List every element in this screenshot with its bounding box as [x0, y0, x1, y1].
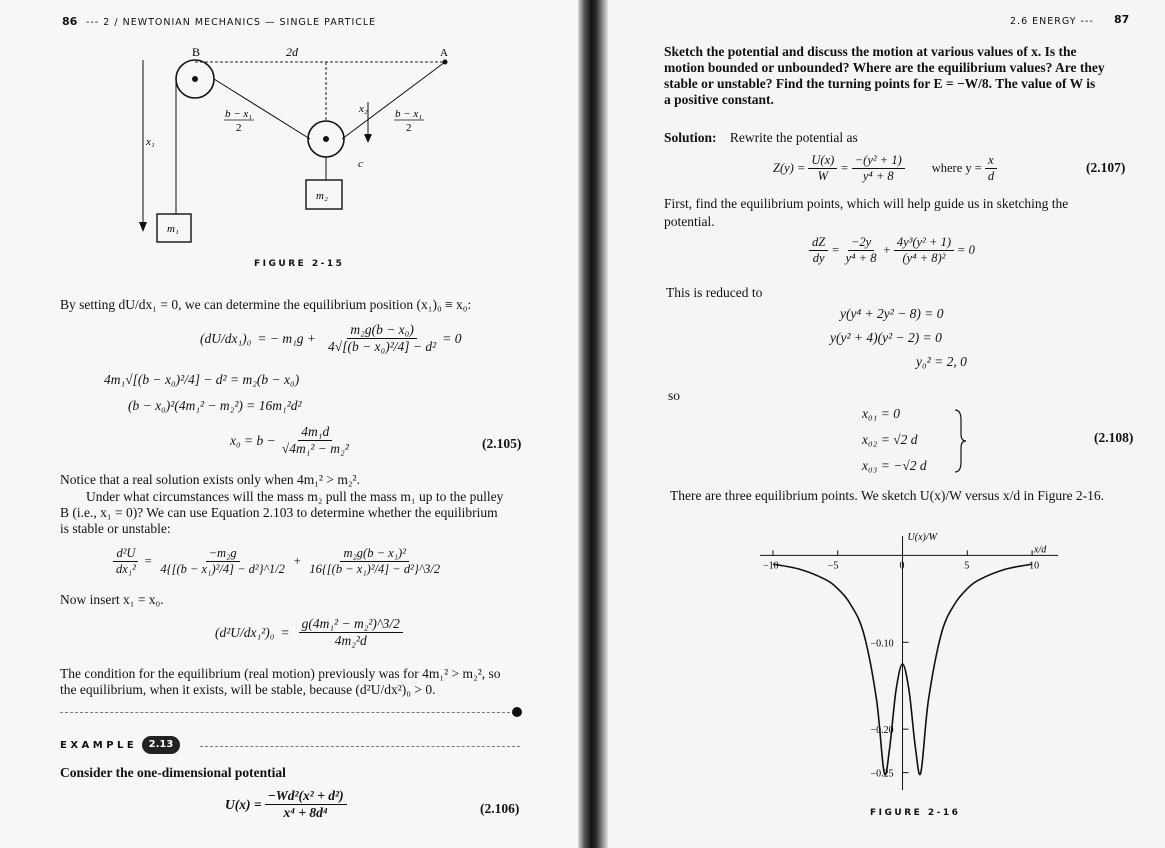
equation-2-107: Z(y) = $\frac{U(x)}{W}$ = $\frac{\text{−(y² + 1)}}{\text{y⁴ + 8}}$ where y = $\frac{x}{d}$: [773, 153, 1000, 184]
eq-a-num: m₂g(b − x₀): [347, 322, 416, 339]
label-m1: m₁: [167, 223, 179, 235]
eq2-frac1: [809, 235, 828, 266]
equation-dz: $\frac{dZ}{dy}$ = $\frac{-2y}{\text{y⁴ + 8}}$ + $\frac{\text{4y³(y² + 1)}}{\text{(y⁴ + 8)²}}$ = 0: [806, 235, 975, 266]
example-number-badge: 2.13: [142, 736, 180, 754]
eq-e-lhs-den: dx₁²: [116, 562, 136, 576]
x1-arrowhead: [139, 222, 147, 232]
para2-line2: B (i.e., x₁ = 0)? We can use Equation 2.103 to determine whether the equilibrium: [60, 505, 498, 520]
solution-label: Solution:: [664, 130, 717, 145]
problem-line1: Sketch the potential and discuss the motion at various values of x. Is the: [664, 44, 1077, 59]
eq2-f3-num: 4y³(y² + 1): [894, 235, 954, 251]
pulley-c-axle: [323, 136, 329, 142]
eq-a-fraction: [325, 322, 439, 355]
condition-line2: the equilibrium, when it exists, will be stable, because (d²U/dx²)₀ > 0.: [60, 682, 436, 697]
label-x2: x₂: [359, 103, 368, 115]
eq1-where: where y =: [931, 161, 982, 175]
eq-e-lhs-num: d²U: [113, 546, 138, 562]
eq-e-t2-num: m₂g(b − x₁)²: [340, 546, 409, 562]
eq-a-left: (dU/dx₁)₀: [200, 330, 252, 346]
eq2-frac2: [843, 235, 880, 266]
book-gutter: [578, 0, 608, 848]
eq-number-2-105: (2.105): [482, 436, 522, 451]
example-rule: [200, 746, 520, 747]
eq1-frac1: [808, 153, 837, 184]
eq2-f2-den: y⁴ + 8: [845, 251, 877, 265]
chart-axes-group: [760, 536, 1058, 790]
page-number: 86: [62, 15, 78, 28]
figure-caption: FIGURE 2-16: [870, 808, 961, 818]
solution-line: [664, 130, 858, 146]
eq-d-den: √4m₁² − m₂²: [281, 441, 349, 456]
equation-d: [230, 424, 355, 457]
y-tick-label: −0.25: [870, 768, 894, 780]
equation-e: $\frac{\text{d²U}}{\text{dx₁²}}$ = $\frac{\text{−m₂g}}{\text{4\{[(b − x₁)²/4] − d²\}\textasciicircum{}1/2}}$ + $\frac{\text{m₂g(b − x₁)²}}{\text{16\{[(b − x₁)²/4] − d²\}\textasciicircum{}3/2}}$: [110, 546, 446, 577]
x-tick-label: 0: [899, 560, 905, 572]
eq-g-fraction: [265, 788, 347, 821]
eq-f-fraction: [299, 616, 403, 649]
label-b-x1-left: b − x₁: [225, 108, 253, 120]
eq2-end: = 0: [957, 243, 975, 257]
eq-e-term2: [306, 546, 443, 577]
equation-x02: x₀₂ = √2 d: [862, 432, 918, 447]
eq1-f1-num: U(x): [808, 153, 837, 169]
y-tick-label: −0.20: [870, 725, 894, 737]
y-axis-label: U(x)/W: [907, 532, 937, 543]
eq-g-den: x⁴ + 8d⁴: [283, 805, 328, 820]
eq-f-left: (d²U/dx₁²)₀: [215, 624, 275, 640]
equation-g: [225, 788, 350, 821]
eq1-left: Z(y) =: [773, 161, 806, 175]
x-tick-label: −10: [762, 560, 779, 572]
label-half-right: 2: [406, 122, 412, 134]
eq-number-2-106: (2.106): [480, 801, 520, 816]
eq-a-den: 4√[(b − x₀)²/4] − d²: [328, 339, 437, 354]
equation-x03: x₀₃ = −√2 d: [862, 458, 927, 473]
problem-line4: a positive constant.: [664, 92, 774, 107]
eq-d-fraction: [279, 424, 352, 457]
eq-number-2-108: (2.108): [1094, 430, 1134, 445]
first-line2: potential.: [664, 214, 715, 229]
example-label: EXAMPLE: [60, 740, 138, 751]
eq1-frac3: [985, 153, 997, 184]
solution-text: Rewrite the potential as: [729, 130, 858, 145]
eq-e-t2-den: 16{[(b − x₁)²/4] − d²}^3/2: [309, 562, 441, 576]
equation-x01: x₀₁ = 0: [862, 406, 900, 421]
eq-g-num: −Wd²(x² + d²): [265, 788, 347, 805]
x-tick-label: −5: [827, 560, 839, 572]
label-c: c: [358, 158, 363, 170]
label-b: B: [192, 45, 201, 59]
label-2d: 2d: [286, 45, 298, 59]
eq-g-left: U(x) =: [225, 796, 262, 812]
label-half-left: 2: [236, 122, 242, 134]
so-text: so: [668, 388, 681, 403]
running-head: 2.6 ENERGY ---: [1010, 16, 1094, 27]
eq-f-den: 4m₂²d: [334, 633, 367, 648]
eq1-frac2: [852, 153, 905, 184]
label-a: A: [440, 47, 448, 59]
eq2-f2-num: −2y: [848, 235, 874, 251]
eq-e-t1-den: 4{[(b − x₁)²/4] − d²}^1/2: [160, 562, 285, 576]
equation-f: (d²U/dx₁²)₀ = $\frac{\text{g(4m₁² − m₂²)\textasciicircum{}3/2}}{\text{4m₂²d}}$: [215, 616, 406, 649]
section-divider: [60, 712, 515, 713]
eq-number-2-107: (2.107): [1086, 160, 1126, 175]
first-line1: First, find the equilibrium points, which will help guide us in sketching the: [664, 196, 1069, 211]
eq1-f3-num: x: [985, 153, 997, 169]
eq-f-num: g(4m₁² − m₂²)^3/2: [299, 616, 403, 633]
eq2-frac3: [894, 235, 954, 266]
eq1-f2-den: y⁴ + 8: [862, 169, 894, 183]
eq-d-num: 4m₁d: [298, 424, 332, 441]
potential-chart: [748, 528, 1068, 800]
pulley-diagram: [130, 42, 470, 252]
eq-e-term1: [157, 546, 288, 577]
eq-a-end: = 0: [442, 330, 462, 346]
condition-line1: The condition for the equilibrium (real motion) previously was for 4m₁² > m₂², so: [60, 666, 501, 681]
page-number: 87: [1114, 13, 1130, 26]
left-page: [0, 0, 578, 848]
eq1-f3-den: d: [987, 169, 995, 183]
eq-e-t1-num: −m₂g: [206, 546, 240, 562]
equation-a: [200, 322, 461, 355]
problem-line3: stable or unstable? Find the turning points for E = −W/8. The value of W is: [664, 76, 1096, 91]
eq2-f1-num: dZ: [809, 235, 828, 251]
label-m2: m₂: [316, 190, 328, 202]
equation-brace: [952, 408, 968, 474]
insert-text: Now insert x₁ = x₀.: [60, 592, 164, 607]
divider-bullet: [512, 707, 522, 717]
problem-line2: motion bounded or unbounded? Where are the equilibrium values? Are they: [664, 60, 1105, 75]
eq-d-left: x₀ = b −: [230, 432, 276, 448]
rope-right-diagonal: [342, 62, 445, 139]
intro-text: By setting dU/dx₁ = 0, we can determine the equilibrium position (x₁)₀ ≡ x₀:: [60, 297, 472, 312]
eq1-f1-den: W: [817, 169, 829, 183]
x2-arrowhead: [364, 134, 372, 143]
three-equilibrium-text: There are three equilibrium points. We sketch U(x)/W versus x/d in Figure 2-16.: [670, 488, 1105, 503]
eq-a-mid: = − m₁g +: [257, 330, 317, 346]
equation-reduced-3: y₀² = 2, 0: [916, 354, 967, 369]
equation-b: 4m₁√[(b − x₀)²/4] − d² = m₂(b − x₀): [104, 372, 300, 387]
label-b-x1-right: b − x₁: [395, 108, 423, 120]
reduced-text: This is reduced to: [666, 285, 763, 300]
notice-text: Notice that a real solution exists only when 4m₁² > m₂².: [60, 472, 360, 487]
label-x1: x₁: [146, 136, 155, 148]
eq2-f3-den: (y⁴ + 8)²: [902, 251, 946, 265]
example-title: Consider the one-dimensional potential: [60, 765, 286, 780]
y-tick-label: −0.10: [870, 638, 894, 650]
equation-reduced-2: y(y² + 4)(y² − 2) = 0: [830, 330, 942, 345]
figure-caption: FIGURE 2-15: [254, 259, 345, 269]
running-head: --- 2 / NEWTONIAN MECHANICS — SINGLE PARTICLE: [86, 17, 377, 28]
eq-e-lhs: [113, 546, 139, 577]
eq1-f2-num: −(y² + 1): [852, 153, 905, 169]
para2-line1: Under what circumstances will the mass m₂ pull the mass m₁ up to the pulley: [86, 489, 504, 504]
x-tick-label: 10: [1029, 560, 1040, 572]
right-page: [608, 0, 1165, 848]
eq2-f1-den: dy: [812, 251, 825, 265]
x-axis-label: x/d: [1034, 544, 1047, 556]
x-tick-label: 5: [964, 560, 970, 572]
equation-c: (b − x₀)²(4m₁² − m₂²) = 16m₁²d²: [128, 398, 302, 413]
para2-line3: is stable or unstable:: [60, 521, 171, 536]
equation-reduced-1: y(y⁴ + 2y² − 8) = 0: [840, 306, 944, 321]
pulley-b-axle: [192, 76, 198, 82]
